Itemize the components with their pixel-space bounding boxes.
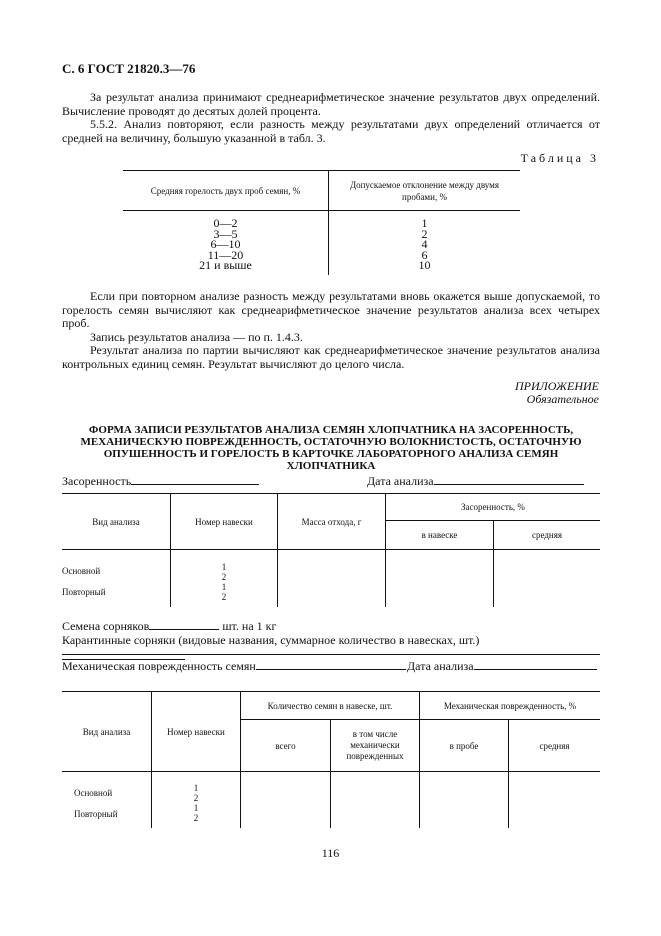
- t2-cell-total[interactable]: [241, 772, 331, 828]
- t2-header-average: средняя: [509, 720, 601, 772]
- t1-header-average: средняя: [494, 521, 601, 550]
- t2-header-type: Вид анализа: [62, 692, 152, 772]
- date-label: Дата анализа: [367, 474, 434, 488]
- table-row: 2: [193, 813, 199, 824]
- appendix-subtitle: Обязательное: [526, 392, 599, 406]
- page-header: С. 6 ГОСТ 21820.3—76: [62, 61, 196, 76]
- mechanical-table: [62, 691, 600, 828]
- contamination-label: Засоренность: [62, 474, 132, 488]
- mech-field[interactable]: [256, 658, 406, 670]
- intro-paragraph-2: 5.5.2. Анализ повторяют, если разность между результатами двух определений отличается от средней на величину, большую указанной в табл. 3.: [62, 117, 600, 145]
- contamination-table: [62, 493, 600, 607]
- table3-ranges: [123, 211, 329, 275]
- table3-col2-header: Допускаемое отклонение между двумя пробами, %: [329, 171, 521, 211]
- t2-header-sample: Номер навески: [152, 692, 241, 772]
- t1-header-contamination: Засоренность, %: [386, 494, 601, 521]
- appendix-label: [515, 380, 599, 406]
- table-row: 2: [421, 226, 428, 241]
- intro-text: [62, 91, 600, 145]
- form-title: [62, 424, 600, 472]
- table-row: 4: [421, 237, 428, 251]
- quarantine-label: Карантинные сорняки (видовые названия, суммарное количество в навесках, шт.): [62, 633, 480, 647]
- t1-cell-mass[interactable]: [278, 550, 386, 607]
- t2-cell-included[interactable]: [331, 772, 420, 828]
- table-row: Повторный: [62, 587, 106, 598]
- t1-header-in-sample: в навеске: [386, 521, 494, 550]
- appendix-title: ПРИЛОЖЕНИЕ: [515, 379, 599, 393]
- weed-field[interactable]: [149, 618, 219, 630]
- form-title-line: МЕХАНИЧЕСКУЮ ПОВРЕЖДЕННОСТЬ, ОСТАТОЧНУЮ ВОЛОКНИСТОСТЬ, ОСТАТОЧНУЮ: [80, 436, 582, 448]
- table3: [123, 170, 520, 275]
- t2-header-total: всего: [241, 720, 331, 772]
- table-row: Основной: [62, 566, 101, 577]
- t2-row-samples: [152, 772, 241, 828]
- t2-header-count: Количество семян в навеске, шт.: [241, 692, 420, 720]
- table-row: 10: [418, 258, 431, 272]
- contamination-field[interactable]: [131, 473, 259, 485]
- t1-row-samples: [171, 550, 278, 607]
- contamination-line: [62, 473, 600, 489]
- t2-header-mech: Механическая поврежденность, %: [420, 692, 601, 720]
- intro-paragraph-1: За результат анализа принимают среднеарифметическое значение результатов двух определений. Вычисление проводят до десятых долей процента.: [62, 90, 600, 118]
- table-row: 11—20: [207, 247, 244, 262]
- table-row: 2: [221, 571, 227, 582]
- weed-suffix: шт. на 1 кг: [222, 619, 277, 633]
- t1-header-mass: Масса отхода, г: [278, 494, 386, 550]
- form-title-line: ФОРМА ЗАПИСИ РЕЗУЛЬТАТОВ АНАЛИЗА СЕМЯН ХЛОПЧАТНИКА НА ЗАСОРЕННОСТЬ,: [88, 424, 574, 436]
- date-label-2: Дата анализа: [407, 659, 474, 673]
- table3-caption: Таблица 3: [520, 151, 599, 165]
- table-row: 2: [193, 793, 199, 804]
- weed-line: [62, 618, 600, 634]
- mech-label: Механическая поврежденность семян: [62, 659, 256, 673]
- table-row: 0—2: [213, 216, 238, 230]
- t1-header-sample: Номер навески: [171, 494, 278, 550]
- t2-header-included: в том числе механически поврежденных: [331, 720, 420, 772]
- table-row: 6—10: [210, 237, 241, 251]
- table-row: Основной: [74, 787, 113, 798]
- table-row: 3—5: [213, 226, 238, 241]
- t2-cell-average[interactable]: [509, 772, 601, 828]
- page-number: 116: [321, 846, 340, 860]
- t2-header-in-probe: в пробе: [420, 720, 509, 772]
- table3-deviations: [329, 211, 521, 275]
- table-row: 1: [193, 783, 199, 794]
- table3-col1-header: Средняя горелость двух проб семян, %: [123, 171, 329, 211]
- table-row: 2: [221, 591, 227, 602]
- t1-row-types: [62, 550, 171, 607]
- form-title-line: ОПУШЕННОСТЬ И ГОРЕЛОСТЬ В КАРТОЧКЕ ЛАБОРАТОРНОГО АНАЛИЗА СЕМЯН ХЛОПЧАТНИКА: [103, 448, 559, 472]
- blank-line[interactable]: [62, 654, 600, 655]
- table-row: 1: [421, 216, 428, 230]
- t1-cell-average[interactable]: [494, 550, 601, 607]
- mech-line: [62, 658, 600, 674]
- t1-header-type: Вид анализа: [62, 494, 171, 550]
- t1-cell-in-sample[interactable]: [386, 550, 494, 607]
- date-field-2[interactable]: [474, 658, 597, 670]
- table-row: 1: [221, 561, 227, 572]
- weed-label: Семена сорняков: [62, 619, 150, 633]
- table-row: Повторный: [74, 808, 118, 819]
- after-text: [62, 290, 600, 371]
- t2-row-types: [62, 772, 152, 828]
- table-row: 6: [421, 247, 428, 262]
- table-row: 1: [193, 803, 199, 814]
- t2-cell-in-probe[interactable]: [420, 772, 509, 828]
- date-field[interactable]: [434, 473, 584, 485]
- after-paragraph-3: Результат анализа по партии вычисляют как среднеарифметическое значение результатов анализа контрольных единиц семян. Результат вычисляют до целого числа.: [62, 343, 600, 371]
- table-row: 21 и выше: [199, 258, 252, 272]
- table-row: 1: [221, 581, 227, 592]
- after-paragraph-1: Если при повторном анализе разность между результатами вновь окажется выше допускаемой, то горелость семян вычисляют как среднеарифметическое значение результатов анализа всех четырех проб.: [62, 289, 600, 330]
- after-paragraph-2: Запись результатов анализа — по п. 1.4.3.: [90, 329, 303, 344]
